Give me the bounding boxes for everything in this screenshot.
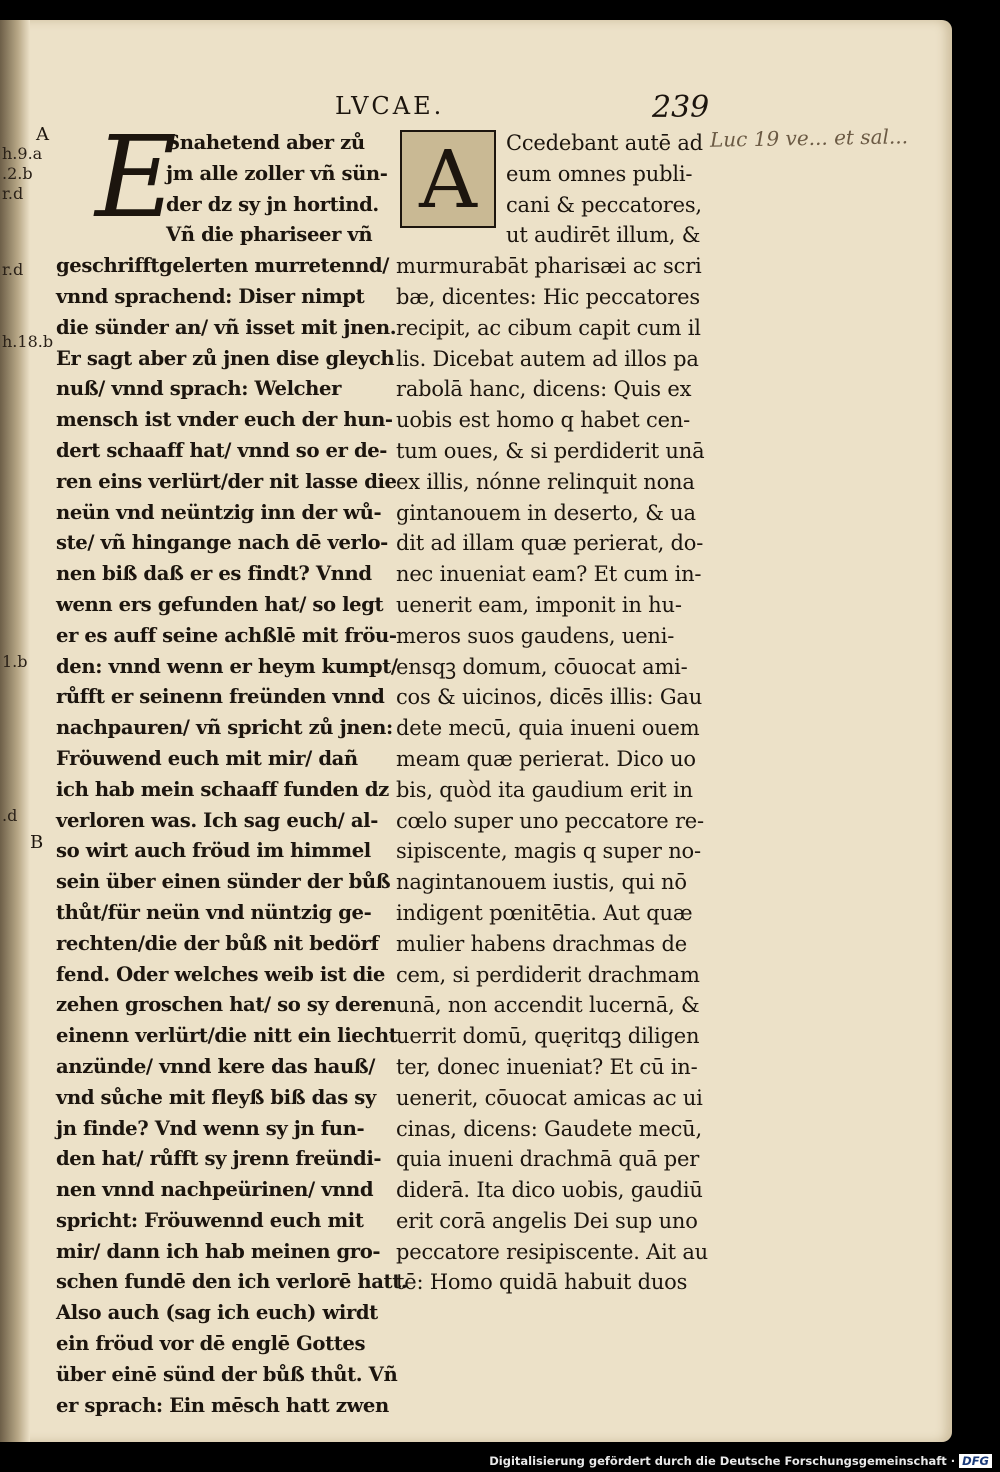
german-text-line: den hat/ růfft sy jrenn freündi- — [56, 1147, 382, 1171]
latin-text-line: tum oues, & si perdiderit unā — [396, 438, 705, 463]
german-text-line: dert schaaff hat/ vnnd so er de- — [56, 438, 388, 462]
german-text-line: ste/ vñ hingange nach dē verlo- — [56, 531, 388, 555]
german-text-line: fend. Oder welches weib ist die — [56, 962, 385, 986]
german-text-line: er sprach: Ein mēsch hatt zwen — [56, 1393, 389, 1417]
latin-text-line: tē: Homo quidā habuit duos — [396, 1270, 688, 1295]
latin-text-line: ensqꝫ domum, cōuocat ami- — [396, 654, 688, 679]
german-text-line: Fröuwend euch mit mir/ dañ — [56, 746, 358, 770]
drop-cap-latin-letter: A — [419, 132, 477, 226]
handwritten-annotation: Luc 19 ve... et sal... — [709, 124, 909, 152]
margin-mark: .d — [2, 806, 18, 825]
latin-text-line: cos & uicinos, dicēs illis: Gau — [396, 685, 703, 710]
german-text-line: růfft er seinenn freünden vnnd — [56, 685, 385, 709]
latin-text-line: uenerit, cōuocat amicas ac ui — [396, 1085, 703, 1110]
latin-text-line: eum omnes publi- — [506, 161, 693, 186]
latin-text-line: lis. Dicebat autem ad illos pa — [396, 346, 699, 371]
margin-mark: h.9.a — [2, 144, 43, 163]
german-text-line: den: vnnd wenn er heym kumpt/ — [56, 654, 398, 678]
german-text-line: über einē sünd der bůß thůt. Vñ — [56, 1362, 398, 1386]
german-text-line: der dz sy jn hortind. — [166, 192, 379, 216]
latin-text-line: rabolā hanc, dicens: Quis ex — [396, 377, 692, 402]
german-text-line: thůt/für neün vnd nüntzig ge- — [56, 900, 372, 924]
german-text-line: ein fröud vor dē englē Gottes — [56, 1332, 366, 1356]
latin-text-line: meam quæ perierat. Dico uo — [396, 746, 696, 771]
latin-text-line: cani & peccatores, — [506, 192, 702, 217]
german-text-line: mir/ dann ich hab meinen gro- — [56, 1239, 381, 1263]
latin-text-line: Ccedebant autē ad — [506, 131, 703, 155]
german-text-line: sein über einen sünder der bůß — [56, 870, 391, 894]
margin-mark: 1.b — [2, 652, 28, 671]
latin-text-line: diderā. Ita dico uobis, gaudiū — [396, 1178, 703, 1203]
german-text-line: geschrifftgelerten murretennd/ — [56, 254, 389, 278]
latin-text-line: cinas, dicens: Gaudete mecū, — [396, 1116, 702, 1141]
latin-text-line: mulier habens drachmas de — [396, 931, 687, 956]
latin-text-line: uobis est homo q habet cen- — [396, 408, 691, 433]
margin-mark: .2.b — [2, 164, 33, 183]
latin-text-line: ut audirēt illum, & — [506, 223, 701, 248]
german-text-line: Snahetend aber zů — [166, 131, 365, 154]
german-text-line: ich hab mein schaaff funden dz — [56, 777, 389, 801]
german-text-line: er es auff seine achßlē mit fröu- — [56, 623, 397, 647]
dfg-logo: DFG — [959, 1454, 992, 1468]
latin-text-line: ex illis, nónne relinquit nona — [396, 469, 695, 494]
german-text-line: anzünde/ vnnd kere das hauß/ — [56, 1054, 376, 1078]
german-text-line: mensch ist vnder euch der hun- — [56, 408, 393, 432]
latin-text-line: dit ad illam quæ perierat, do- — [396, 531, 704, 556]
latin-text-line: quia inueni drachmā quā per — [396, 1147, 700, 1172]
german-text-line: nen vnnd nachpeürinen/ vnnd — [56, 1178, 374, 1202]
german-text-line: Er sagt aber zů jnen dise gleych — [56, 346, 395, 370]
drop-cap-german: E — [95, 113, 177, 243]
page-gutter — [0, 20, 30, 1442]
german-text-line: die sünder an/ vñ isset mit jnen. — [56, 315, 397, 339]
german-text-line: neün vnd neüntzig inn der wů- — [56, 500, 382, 524]
latin-text-line: peccatore resipiscente. Ait au — [396, 1239, 709, 1264]
margin-mark: B — [30, 832, 44, 853]
latin-text-line: indigent pœnitētia. Aut quæ — [396, 900, 693, 925]
latin-text-line: nagintanouem iustis, qui nō — [396, 870, 687, 895]
latin-text-line: uerrit domū, quęritqꝫ diligen — [396, 1024, 700, 1049]
german-text-line: schen fundē den ich verlorē hatt. — [56, 1270, 408, 1294]
latin-text-line: gintanouem in deserto, & ua — [396, 500, 696, 525]
latin-text-line: uenerit eam, imponit in hu- — [396, 592, 682, 617]
latin-text-line: unā, non accendit lucernā, & — [396, 993, 700, 1018]
german-text-line: vnd sůche mit fleyß biß das sy — [56, 1085, 376, 1109]
latin-text-line: cœlo super uno peccatore re- — [396, 808, 704, 833]
german-column — [56, 113, 408, 1421]
margin-mark: A — [36, 124, 49, 145]
german-text-line: nen biß daß er es findt? Vnnd — [56, 562, 372, 586]
german-text-line: spricht: Fröuwennd euch mit — [56, 1208, 364, 1232]
running-head: LVCAE. — [335, 92, 445, 120]
german-text-line: vnnd sprachend: Diser nimpt — [56, 284, 365, 308]
german-text-line: Also auch (sag ich euch) wirdt — [56, 1301, 378, 1325]
latin-text-line: bæ, dicentes: Hic peccatores — [396, 284, 700, 309]
german-text-line: so wirt auch fröud im himmel — [56, 839, 371, 863]
german-text-line: jm alle zoller vñ sün- — [166, 161, 388, 185]
margin-mark: r.d — [2, 260, 24, 279]
latin-text-line: recipit, ac cibum capit cum il — [396, 315, 701, 340]
latin-text-line: erit corā angelis Dei sup uno — [396, 1208, 698, 1233]
book-page — [0, 20, 952, 1442]
german-text-line: wenn ers gefunden hat/ so legt — [56, 592, 384, 616]
page-number: 239 — [652, 90, 710, 125]
german-text-line: verloren was. Ich sag euch/ al- — [56, 808, 378, 832]
german-text-line: nuß/ vnnd sprach: Welcher — [56, 377, 342, 401]
latin-text-line: cem, si perdiderit drachmam — [396, 962, 700, 987]
latin-text-line: dete mecū, quia inueni ouem — [396, 716, 700, 741]
german-text-line: nachpauren/ vñ spricht zů jnen: — [56, 716, 393, 740]
latin-text-line: nec inueniat eam? Et cum in- — [396, 562, 702, 587]
latin-text-line: murmurabāt pharisæi ac scri — [396, 254, 702, 279]
latin-column — [396, 128, 709, 1298]
german-text-line: Vñ die phariseer vñ — [166, 223, 373, 247]
german-text-line: zehen groschen hat/ so sy deren — [56, 993, 397, 1017]
latin-text-line: sipiscente, magis q super no- — [396, 839, 701, 864]
footer-text: Digitalisierung gefördert durch die Deutsche Forschungsgemeinschaft · — [489, 1454, 956, 1468]
german-text-line: rechten/die der bůß nit bedörf — [56, 931, 379, 955]
german-text-line: einenn verlürt/die nitt ein liecht — [56, 1024, 398, 1048]
german-text-line: ren eins verlürt/der nit lasse die — [56, 469, 397, 493]
margin-mark: h.18.b — [2, 332, 54, 351]
margin-mark: r.d — [2, 184, 24, 203]
latin-text-line: ter, donec inueniat? Et cū in- — [396, 1054, 698, 1079]
latin-text-line: meros suos gaudens, ueni- — [396, 623, 675, 648]
german-text-line: jn finde? Vnd wenn sy jn fun- — [56, 1116, 365, 1140]
funding-footer — [489, 1454, 992, 1468]
latin-text-line: bis, quòd ita gaudium erit in — [396, 777, 693, 802]
